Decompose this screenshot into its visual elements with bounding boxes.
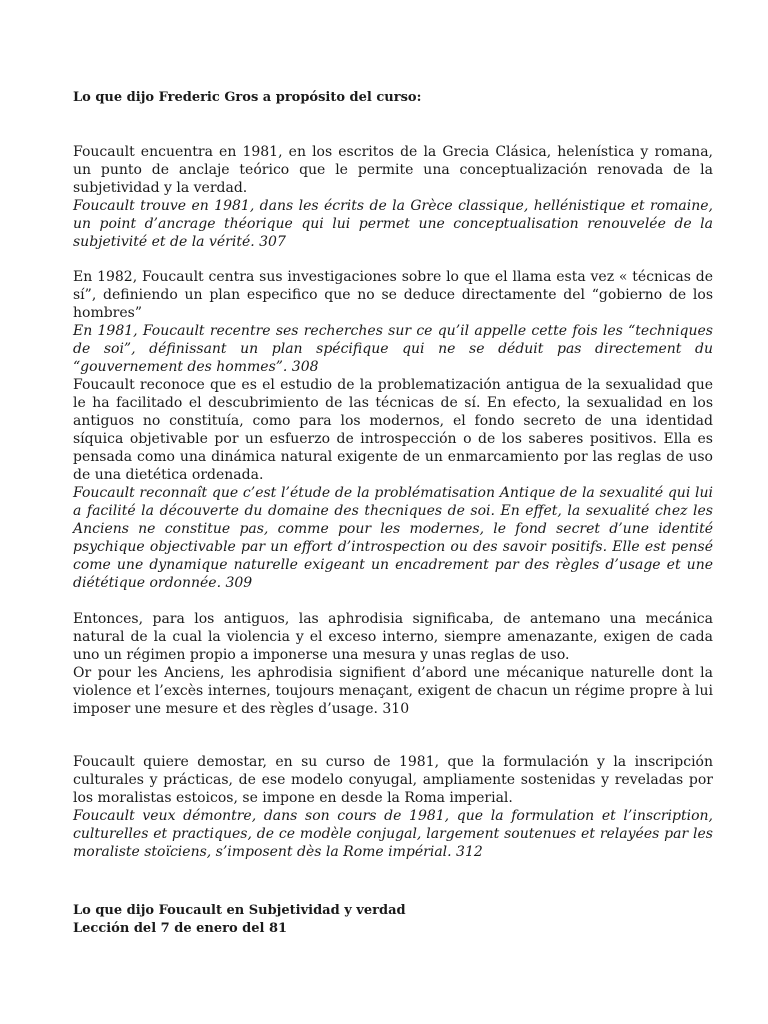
spanish-paragraph: Foucault encuentra en 1981, en los escritos de la Grecia Clásica, helenística y romana, un punto de anclaje teórico que le permite una conceptualización renovada de la subjetividad y la verdad. <box>73 144 713 196</box>
french-paragraph: Foucault reconnaît que c’est l’étude de la problématisation Antique de la sexualité qui lui a facilité la découverte du domaine des thecniques de soi. En effet, la sexualité chez les Anciens ne constitue pas, comme pour les modernes, le fond secret d’une identité psychique objectivable par un effort d’introspection ou des savoir positifs. Elle est pensé come une dynamique naturelle exigeant un encadrement par des règles d’usage et une diététique ordonnée. 309 <box>73 485 713 591</box>
paragraph-block-309 <box>73 376 713 592</box>
section-heading-gros: Lo que dijo Frederic Gros a propósito del curso: <box>73 90 422 105</box>
paragraph-block-312 <box>73 753 713 861</box>
french-paragraph: En 1981, Foucault recentre ses recherches sur ce qu’il appelle cette fois les “techniques de soi”, définissant un plan spécifique qui ne se déduit pas directement du “gouvernement des hommes”. 308 <box>73 323 713 375</box>
paragraph-block-310 <box>73 610 713 718</box>
paragraph-block-307 <box>73 143 713 251</box>
spanish-paragraph: Entonces, para los antiguos, las aphrodisia significaba, de antemano una mecánica natural de la cual la violencia y el exceso interno, siempre amenazante, exigen de cada uno un régimen propio a imponerse una mesura y unas reglas de uso. <box>73 611 713 663</box>
french-paragraph: Foucault veux démontre, dans son cours de 1981, que la formulation et l’inscription, culturelles et practiques, de ce modèle conjugal, largement soutenues et relayées par les moraliste stoïciens, s’imposent dès la Rome impérial. 312 <box>73 808 713 860</box>
section-heading-foucault <box>73 902 713 938</box>
spanish-paragraph: Foucault quiere demostar, en su curso de 1981, que la formulación y la inscripción culturales y prácticas, de ese modelo conyugal, ampliamente sostenidas y reveladas por los moralistas estoicos, se impone en desde la Roma imperial. <box>73 754 713 806</box>
heading-line-lesson: Lección del 7 de enero del 81 <box>73 921 288 936</box>
paragraph-block-308 <box>73 268 713 376</box>
heading-line-title: Lo que dijo Foucault en Subjetividad y verdad <box>73 903 406 918</box>
spanish-paragraph: Foucault reconoce que es el estudio de la problematización antigua de la sexualidad que le ha facilitado el descubrimiento de las técnicas de sí. En efecto, la sexualidad en los antiguos no constituía, como para los modernos, el fondo secreto de una identidad síquica objetivable por un esfuerzo de introspección o de los saberes positivos. Ella es pensada como una dinámica natural exigente de un enmarcamiento por las reglas de uso de una dietética ordenada. <box>73 377 713 483</box>
french-paragraph: Or pour les Anciens, les aphrodisia signifient d’abord une mécanique naturelle dont la violence et l’excès internes, toujours menaçant, exigent de chacun un régime propre à lui imposer une mesure et des règles d’usage. 310 <box>73 665 713 717</box>
french-paragraph: Foucault trouve en 1981, dans les écrits de la Grèce classique, hellénistique et romaine, un point d’ancrage théorique qui lui permet une conceptualisation renouvelée de la subjetivité et de la vérité. 307 <box>73 198 713 250</box>
spanish-paragraph: En 1982, Foucault centra sus investigaciones sobre lo que el llama esta vez « técnicas de sí”, definiendo un plan especifico que no se deduce directamente del “gobierno de los hombres” <box>73 269 713 321</box>
